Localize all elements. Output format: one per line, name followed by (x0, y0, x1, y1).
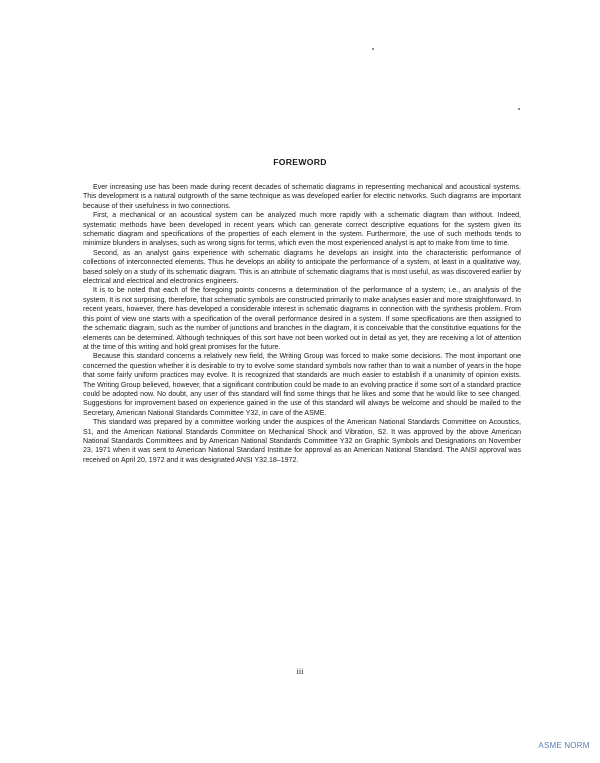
page-number: iii (296, 667, 304, 676)
paragraph: First, a mechanical or an acoustical system can be analyzed much more rapidly with a schematic diagram than without. Indeed, systematic methods have been developed in recent years which can generate correct descriptive equations for the system given its schematic diagram and specifications of the properties of each element in the system. Furthermore, the use of such methods tends to minimize blunders in analyses, such as wrong signs for terms, which even the most experienced analyst is apt to make from time to time. (83, 212, 521, 248)
scan-speck (518, 108, 520, 110)
paragraph: It is to be noted that each of the foregoing points concerns a determination of the performance of a system; i.e., an analysis of the system. It is not surprising, therefore, that schematic symbols are constructed primarily to make analyses easier and more straightforward. In recent years, however, there has developed a considerable interest in schematic diagrams in connection with the synthesis problem. From this point of view one starts with a specification of the overall performance desired in a system. If some specifications are then assigned to the schematic diagram, such as the number of junctions and branches in the diagram, it is conceivable that the constitutive equations for the elements can be determined. Although techniques of this sort have not been worked out in detail as yet, they are receiving a lot of attention at the time of this writing and hold great promises for the future. (83, 287, 521, 351)
page-title: FOREWORD (273, 157, 327, 167)
foreword-body (83, 183, 521, 465)
scan-speck (372, 48, 374, 50)
paragraph: Second, as an analyst gains experience with schematic diagrams he develops an insight into the characteristic performance of collections of interconnected elements. Thus he develops an ability to anticipate the performance of a system, at least in a qualitative way, based solely on a study of its schematic diagram. This is an attribute of schematic diagrams that is most useful, as was discovered earlier by electrical and electrical and electronics engineers. (83, 249, 521, 286)
watermark-logo (538, 741, 590, 759)
paragraph: Because this standard concerns a relatively new field, the Writing Group was forced to make some decisions. The most important one concerned the question whether it is desirable to try to evolve some standard symbols now rather than to wait a number of years in the hope that some fairly uniform practices may evolve. It is recognized that standards are much easier to establish if a unanimity of opinion exists. The Writing Group believed, however, that a significant contribution could be made to an evolving practice if some sort of a standard practice could be adopted now. No doubt, any user of this standard will find some things that he likes and some that he would like to see changed. Suggestions for improvement based on experience gained in the use of this standard will always be welcome and should be mailed to the Secretary, American National Standards Committee Y32, in care of the ASME. (83, 353, 521, 417)
paragraph: This standard was prepared by a committee working under the auspices of the American National Standards Committee on Acoustics, S1, and the American National Standards Committee on Mechanical Shock and Vibration, S2. It was approved by the above American National Standards Committees and by American National Standards Committee Y32 on Graphic Symbols and Designations on November 23, 1971 when it was sent to American National Standard Institute for approval as an American National Standard. The ANSI approval was received on April 20, 1972 and it was designated ANSI Y32.18–1972. (83, 419, 521, 464)
watermark-text: ASME NORM (538, 741, 590, 750)
paragraph: Ever increasing use has been made during recent decades of schematic diagrams in representing mechanical and acoustical systems. This development is a natural outgrowth of the same technique as was developed earlier for electric networks. Such diagrams are important because of their usefulness in two connections. (83, 184, 521, 210)
